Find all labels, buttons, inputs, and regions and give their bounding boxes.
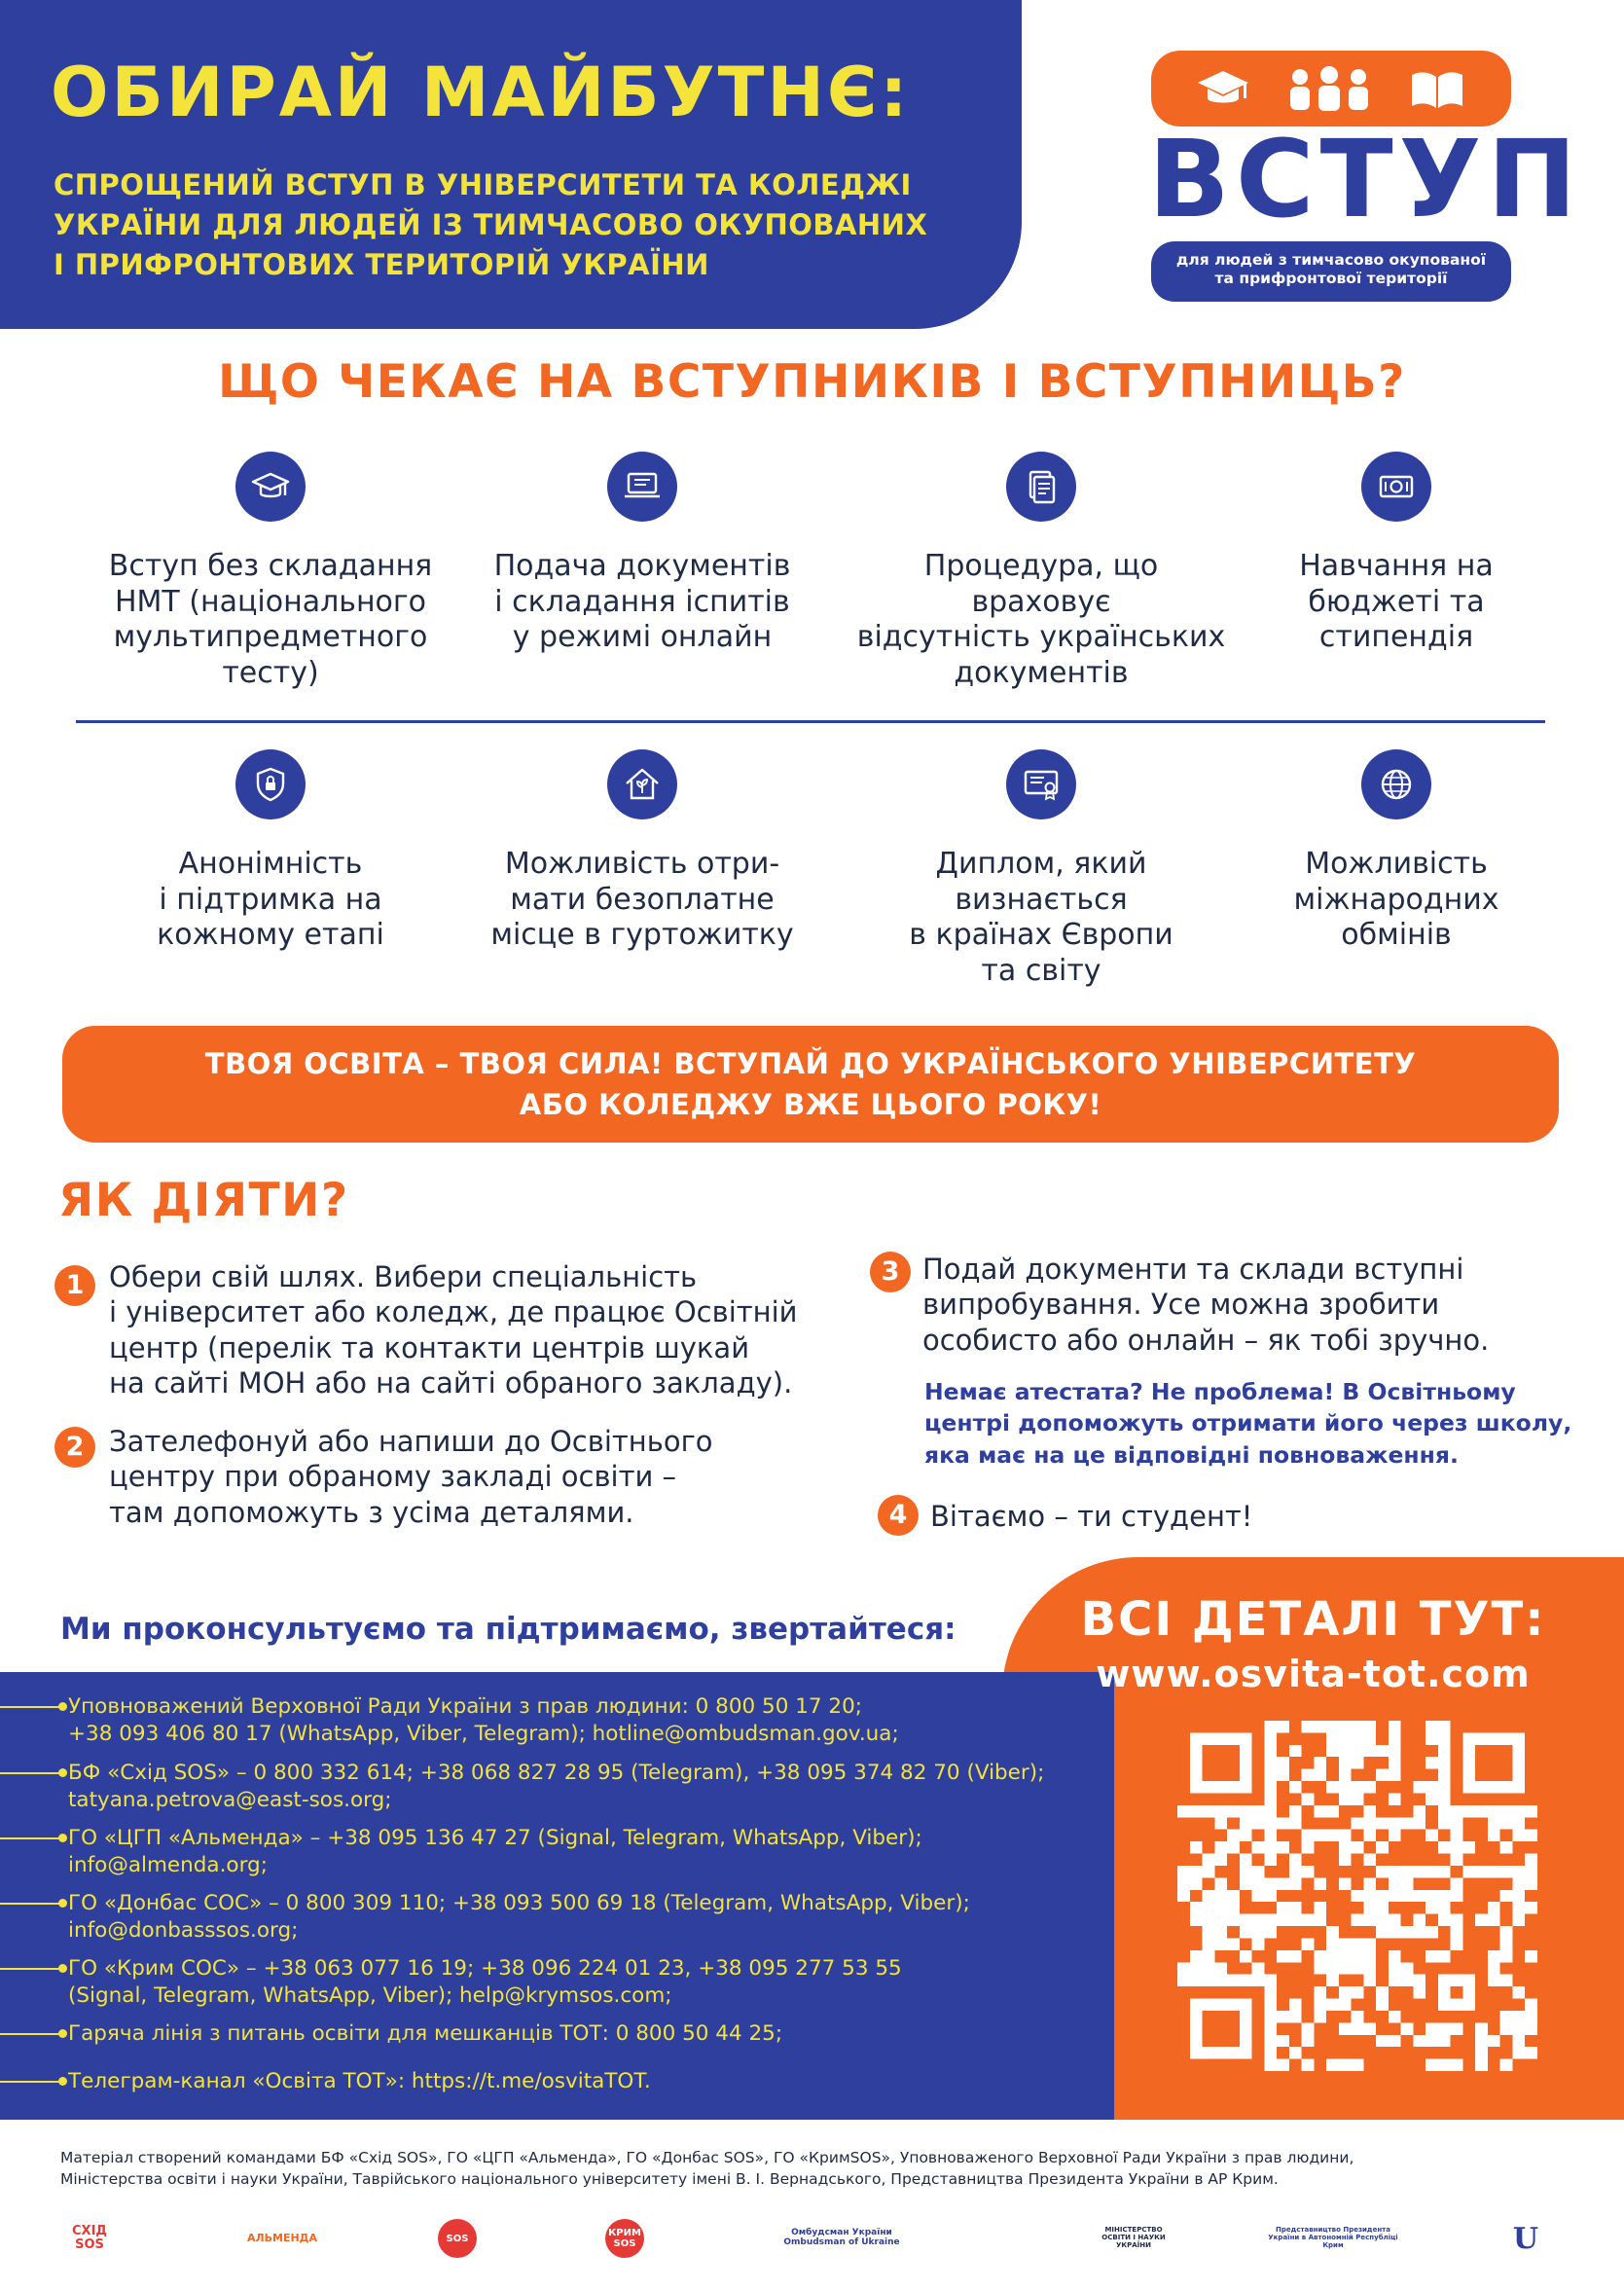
bullet-line [0, 1968, 60, 1970]
step-text [930, 1499, 1514, 1534]
contacts-title: Ми проконсультуємо та підтримаємо, звертайтеся: [60, 1612, 956, 1647]
benefit-line: Диплом, який [935, 847, 1147, 881]
sos-logo-icon: SOS [438, 2219, 477, 2258]
benefit-item [851, 452, 1231, 691]
graduation-cap-icon [235, 452, 306, 522]
bullet-dot [58, 2029, 67, 2038]
contact-line[interactable]: ГО «Донбас СОС» – 0 800 309 110; +38 093 500 69 18 (Telegram, WhatsApp, Viber); [68, 1891, 970, 1915]
contact-line[interactable]: ГО «Крим СОС» – +38 063 077 16 19; +38 096 224 01 23, +38 095 277 53 55 [68, 1956, 902, 1981]
benefit-line: Можливість отри- [504, 847, 780, 881]
benefits-title: ЩО ЧЕКАЄ НА ВСТУПНИКІВ І ВСТУПНИЦЬ? [218, 355, 1406, 409]
banner-line: АБО КОЛЕДЖУ ВЖЕ ЦЬОГО РОКУ! [519, 1088, 1102, 1122]
section-divider [76, 720, 1545, 723]
step-number: 1 [54, 1265, 95, 1306]
step-number: 3 [870, 1252, 911, 1292]
benefit-line: бюджеті та [1308, 584, 1485, 619]
logo-ministry: МІНІСТЕРСТВО ОСВІТИ І НАУКИ УКРАЇНИ [1101, 2226, 1166, 2249]
benefit-line: та світу [981, 953, 1101, 988]
website-link[interactable]: www.osvita-tot.com [1096, 1653, 1531, 1695]
contact-line[interactable]: ГО «ЦГП «Альменда» – +38 095 136 47 27 (Signal, Telegram, WhatsApp, Viber); [68, 1826, 922, 1850]
contact-item [68, 1955, 902, 2010]
benefit-item [1211, 452, 1581, 656]
qr-code[interactable] [1177, 1721, 1537, 2071]
step-number: 2 [54, 1427, 95, 1468]
step-line: Вітаємо – ти студент! [930, 1500, 1253, 1533]
benefit-line: мати безоплатне [510, 882, 775, 917]
benefit-line: кожному етапі [157, 918, 384, 953]
benefit-line: Вступ без складання [108, 549, 433, 583]
step-line: на сайті МОН або на сайті обраного закладу). [109, 1365, 793, 1400]
benefit-item [457, 749, 827, 954]
step-text [109, 1424, 858, 1530]
step-line: Подай документи та склади вступні [922, 1253, 1464, 1286]
header-panel [0, 0, 1022, 329]
subtitle-line: УКРАЇНИ ДЛЯ ЛЮДЕЙ ІЗ ТИМЧАСОВО ОКУПОВАНИХ [54, 208, 928, 242]
note-line: центрі допоможуть отримати його через школу, [924, 1409, 1572, 1437]
benefit-line: Подача документів [493, 549, 791, 583]
documents-icon [1006, 452, 1076, 522]
benefit-line: мультипредметного [113, 620, 428, 655]
slogan-banner [62, 1026, 1559, 1143]
bullet-line [0, 1706, 60, 1708]
step-line: і університет або коледж, де працює Освітній [109, 1295, 798, 1329]
house-plant-icon [607, 749, 677, 819]
bullet-dot [58, 1834, 67, 1842]
step-line: особисто або онлайн – як тобі зручно. [922, 1323, 1490, 1357]
benefit-item [86, 749, 455, 954]
krym-sos-logo-icon: КРИМ SOS [605, 2219, 644, 2258]
step-line: центру при обраному закладі освіти – [109, 1460, 677, 1494]
benefit-line: місце в гуртожитку [490, 918, 794, 953]
diploma-icon [1006, 749, 1076, 819]
logo-skhid-sos: СХІД SOS [72, 2223, 107, 2252]
contact-item [68, 1825, 922, 1879]
subtitle-line: СПРОЩЕНИЙ ВСТУП В УНІВЕРСИТЕТИ ТА КОЛЕДЖІ [54, 168, 912, 201]
tagline-line: для людей з тимчасово окупованої [1175, 251, 1487, 269]
bullet-dot [58, 1768, 67, 1777]
footer-line: Міністерства освіти і науки України, Таврійського національного університету імені В. І. Вернадського, Представництва Президента України в АР Крим. [60, 2170, 1279, 2189]
logo-wordmark: ВСТУП [1148, 117, 1583, 241]
bullet-dot [58, 2077, 67, 2086]
benefit-line: Анонімність [178, 847, 363, 881]
people-icon [1282, 65, 1376, 112]
contact-item [68, 1890, 970, 1945]
qr-code-graphic [1177, 1721, 1537, 2071]
bullet-line [0, 1772, 60, 1774]
benefit-line: і підтримка на [159, 882, 382, 917]
laptop-document-icon [607, 452, 677, 522]
step-line: центр (перелік та контакти центрів шукай [109, 1330, 750, 1364]
bullet-line [0, 1903, 60, 1905]
details-title: ВСІ ДЕТАЛІ ТУТ: [1080, 1592, 1546, 1647]
globe-icon [1361, 749, 1431, 819]
logo-icons-bar [1151, 51, 1511, 127]
benefit-line: Навчання на [1299, 549, 1494, 583]
footer-line: Матеріал створений командами БФ «Схід SOS», ГО «ЦГП «Альменда», ГО «Донбас SOS», ГО «КримSOS», Уповноваженого Верховної Ради України з прав людини, [60, 2149, 1354, 2166]
contact-line[interactable]: info@donbasssos.org; [68, 1917, 299, 1943]
benefit-line: обмінів [1341, 918, 1452, 953]
certificate-note [924, 1376, 1586, 1471]
step-text [922, 1252, 1584, 1358]
contact-line[interactable]: (Signal, Telegram, WhatsApp, Viber); help@krymsos.com; [68, 1982, 672, 2008]
note-line: яка має на це відповідні повноваження. [924, 1440, 1459, 1469]
contact-item [68, 1693, 899, 1748]
how-title: ЯК ДІЯТИ? [58, 1174, 349, 1227]
benefit-line: міжнародних [1293, 882, 1499, 917]
contact-item [68, 2020, 782, 2048]
benefit-item [851, 749, 1231, 989]
bullet-line [0, 2033, 60, 2035]
graduation-cap-icon [1196, 65, 1250, 112]
benefit-line: в країнах Європи [909, 918, 1173, 953]
benefit-line: стипендія [1318, 620, 1474, 655]
page-title: ОБИРАЙ МАЙБУТНЄ: [51, 53, 911, 132]
contact-line: Уповноважений Верховної Ради України з прав людини: 0 800 50 17 20; [68, 1694, 863, 1719]
bullet-line [0, 1837, 60, 1839]
logo-presidential-representation: Представництво Президента України в Автономній Республіці Крим [1268, 2226, 1398, 2249]
bullet-dot [58, 1702, 67, 1711]
step-line: Зателефонуй або напиши до Освітнього [109, 1425, 713, 1458]
footer-credits [60, 2147, 1564, 2191]
contact-line[interactable]: Гаряча лінія з питань освіти для мешканців ТОТ: 0 800 50 44 25; [68, 2021, 783, 2046]
benefit-line: Процедура, що враховує [923, 549, 1159, 619]
step-line: там допоможуть з усіма деталями. [109, 1495, 634, 1529]
subtitle-line: І ПРИФРОНТОВИХ ТЕРИТОРІЙ УКРАЇНИ [54, 248, 709, 282]
logo-ombudsman: Омбудсман України Ombudsman of Ukraine [783, 2228, 900, 2247]
note-line: Немає атестата? Не проблема! В Освітньому [924, 1378, 1516, 1405]
page-subtitle [54, 165, 1007, 286]
step-line: випробування. Усе можна зробити [922, 1288, 1440, 1322]
benefit-line: відсутність українських [856, 620, 1226, 655]
benefit-line: Можливість [1305, 847, 1488, 881]
bullet-line [0, 2081, 60, 2083]
benefit-line: визнається [955, 882, 1128, 917]
open-book-icon [1408, 65, 1466, 112]
benefit-line: НМТ (національного [114, 584, 427, 619]
step-number: 4 [878, 1495, 919, 1536]
benefit-item [1211, 749, 1581, 954]
contacts-panel [0, 1672, 1114, 2120]
tagline-line: та прифронтової території [1214, 270, 1448, 288]
logo-almenda: АЛЬМЕНДА [246, 2231, 317, 2244]
benefit-item [86, 452, 455, 691]
contact-item [68, 2068, 651, 2095]
benefit-item [457, 452, 827, 656]
contact-line: +38 093 406 80 17 (WhatsApp, Viber, Telegram); hotline@ombudsman.gov.ua; [68, 1721, 899, 1746]
benefit-line: документів [954, 655, 1129, 690]
money-icon [1361, 452, 1431, 522]
logo-university: U [1512, 2221, 1539, 2256]
logo-donbas-sos [436, 2217, 479, 2260]
shield-lock-icon [235, 749, 306, 819]
banner-line: ТВОЯ ОСВІТА – ТВОЯ СИЛА! ВСТУПАЙ ДО УКРАЇНСЬКОГО УНІВЕРСИТЕТУ [204, 1047, 1417, 1080]
step-text [109, 1259, 858, 1400]
logo-tagline [1151, 241, 1511, 302]
contact-line[interactable]: Телеграм-канал «Освіта ТОТ»: https://t.me/osvitaTOT. [68, 2069, 651, 2093]
contact-line[interactable]: info@almenda.org; [68, 1852, 268, 1877]
contact-item [68, 1760, 1044, 1814]
contact-line[interactable]: tatyana.petrova@east-sos.org; [68, 1787, 392, 1812]
benefit-line: і складання іспитів [494, 584, 790, 619]
bullet-dot [58, 1964, 67, 1973]
logo-krym-sos [603, 2217, 646, 2260]
step-line: Обери свій шлях. Вибери спеціальність [109, 1260, 698, 1293]
benefit-line: тесту) [222, 655, 319, 690]
contact-line[interactable]: БФ «Схід SOS» – 0 800 332 614; +38 068 827 28 95 (Telegram), +38 095 374 82 70 (Viber); [68, 1761, 1045, 1785]
benefit-line: у режимі онлайн [512, 620, 773, 655]
bullet-dot [58, 1899, 67, 1908]
